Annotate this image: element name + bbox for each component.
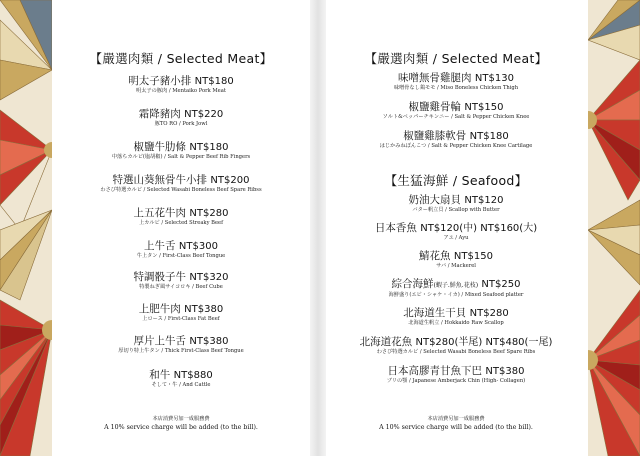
item-name: 味噌無骨雞腿肉: [398, 72, 472, 84]
item-subtitle: 上カルビ / Selected Streaky Beef: [138, 220, 224, 226]
item-name: 椒鹽雞膝軟骨: [403, 130, 467, 142]
item-subtitle: アユ / Ayu: [443, 235, 469, 241]
item-name: 奶油大扇貝: [408, 194, 462, 206]
item-price: NT$250: [481, 279, 521, 290]
menu-item: [326, 101, 586, 121]
section-title-selected-meat: 【嚴選肉類 / Selected Meat】: [89, 51, 273, 66]
menu-item: [52, 369, 310, 389]
item-subtitle: サバ / Mackerel: [436, 263, 476, 269]
item-price: NT$130: [474, 73, 514, 84]
item-subtitle: 牛上タン / First-Class Beef Tongue: [136, 253, 226, 259]
item-name: 日本香魚: [374, 222, 417, 234]
item-price: NT$380: [189, 336, 229, 347]
section-title-seafood: 【生猛海鮮 / Seafood】: [384, 173, 528, 188]
menu-item: [52, 271, 310, 291]
menu-item: [52, 108, 310, 128]
item-price: NT$280: [189, 208, 229, 219]
item-subtitle: 上ロース / First-Class Fat Beef: [142, 316, 220, 322]
item-name: 日本高膠青甘魚下巴: [387, 365, 483, 377]
menu-item: [52, 207, 310, 227]
menu-item: [326, 130, 586, 150]
item-price: NT$380: [184, 304, 224, 315]
menu-item: [326, 72, 586, 92]
service-charge-note-en: A 10% service charge will be added (to the bill).: [379, 424, 533, 431]
left-fan-decoration: [0, 0, 52, 456]
item-subtitle: はじかみねぼんこつ / Salt & Pepper Chicken Knee Cartilage: [379, 143, 533, 149]
item-name: 椒鹽雞骨輪: [408, 101, 462, 113]
menu-item: [52, 335, 310, 355]
item-name: 上肥牛肉: [138, 303, 181, 315]
item-name: 上牛舌: [144, 240, 176, 252]
item-subtitle: 豚TO RO / Pork Jowl: [154, 121, 208, 127]
item-price: NT$880: [173, 370, 213, 381]
item-name: 椒鹽牛肋條: [133, 141, 187, 153]
item-price: NT$150: [464, 102, 504, 113]
item-subtitle: わさび特選カルビ / Selected Wasabi Boneless Beef Spare Ribs: [376, 349, 536, 355]
item-subtitle: 特製ねぎ風サイコロキ / Beef Cube: [139, 284, 223, 290]
item-subtitle: ソルト&ペッパーチキンニー / Salt & Pepper Chicken Knee: [382, 114, 530, 120]
page-gutter: [310, 0, 326, 456]
item-name: 特調骰子牛: [133, 271, 187, 283]
item-subtitle: 北海道生帆立 / Hokkaido Raw Scallop: [408, 320, 504, 326]
service-charge-note: [52, 416, 310, 432]
section-title-selected-meat: 【嚴選肉類 / Selected Meat】: [364, 51, 548, 66]
menu-item: [326, 194, 586, 214]
menu-item: [52, 303, 310, 323]
item-subtitle: 厚切り特上牛タン / Thick First-Class Beef Tongue: [118, 348, 244, 354]
menu-item: [52, 240, 310, 260]
service-charge-note-en: A 10% service charge will be added (to the bill).: [104, 424, 258, 431]
menu-item: [326, 336, 586, 356]
item-price: NT$180: [469, 131, 509, 142]
item-price: NT$280: [469, 308, 509, 319]
menu-item: [326, 250, 586, 270]
item-price: NT$150: [453, 251, 493, 262]
item-subtitle: ブリの顎 / Japanese Amberjack Chin (High- Collagen): [386, 378, 526, 384]
menu-item: [52, 141, 310, 161]
item-name: 特選山葵無骨牛小排: [112, 174, 208, 186]
item-price: NT$120: [464, 195, 504, 206]
item-name: 明太子豬小排: [128, 75, 192, 87]
item-price: NT$120(中) NT$160(大): [420, 223, 538, 234]
item-subtitle: 海鮮盛り(エビ・シャケ・イカ) / Mixed Seafood platter: [388, 292, 524, 298]
menu-item: [326, 365, 586, 385]
menu-item: [326, 278, 586, 299]
item-subtitle: 中落ちカルビ(塩胡椒) / Salt & Pepper Beef Rib Fingers: [111, 154, 251, 160]
item-price: NT$380: [485, 366, 525, 377]
item-name: 鯖花魚: [419, 250, 451, 262]
menu-page-right: [326, 0, 586, 456]
item-price: NT$200: [210, 175, 250, 186]
menu-item: [326, 222, 586, 242]
item-price: NT$280(半尾) NT$480(一尾): [415, 337, 553, 348]
menu-item: [52, 75, 310, 95]
service-charge-note-cn: 本店消費另加一成服務費: [427, 416, 485, 422]
menu-item: [326, 307, 586, 327]
service-charge-note: [326, 416, 586, 432]
item-price: NT$220: [184, 109, 224, 120]
item-name: 和牛: [149, 369, 171, 381]
item-name: 北海道花魚: [359, 336, 413, 348]
item-name: 北海道生干貝: [403, 307, 467, 319]
item-subtitle: そして・牛 / And Cattle: [151, 382, 211, 388]
right-fan-decoration: [588, 0, 640, 456]
item-name: 上五花牛肉: [133, 207, 187, 219]
menu-item: [52, 174, 310, 194]
service-charge-note-cn: 本店消費另加一成服務費: [152, 416, 210, 422]
item-price: NT$320: [189, 272, 229, 283]
item-price: NT$180: [194, 76, 234, 87]
item-subtitle: バター帆立貝 / Scallop with Butter: [412, 207, 500, 213]
menu-page-left: [52, 0, 310, 456]
item-name: 厚片上牛舌: [133, 335, 187, 347]
item-subtitle: わさび特選カルビ / Selected Wasabi Boneless Beef Spare Ribss: [100, 187, 262, 193]
item-subtitle: 明太子の豚肉 / Mentaiko Pork Meat: [136, 88, 226, 94]
item-subtitle: 味噌骨なし鶏モモ / Miso Boneless Chicken Thigh: [393, 85, 519, 91]
item-price: NT$180: [189, 142, 229, 153]
item-name: 綜合海鮮: [391, 278, 434, 290]
item-tag: (蝦子.鮮魚.花枝): [433, 282, 479, 289]
item-name: 霜降豬肉: [138, 108, 181, 120]
item-price: NT$300: [178, 241, 218, 252]
